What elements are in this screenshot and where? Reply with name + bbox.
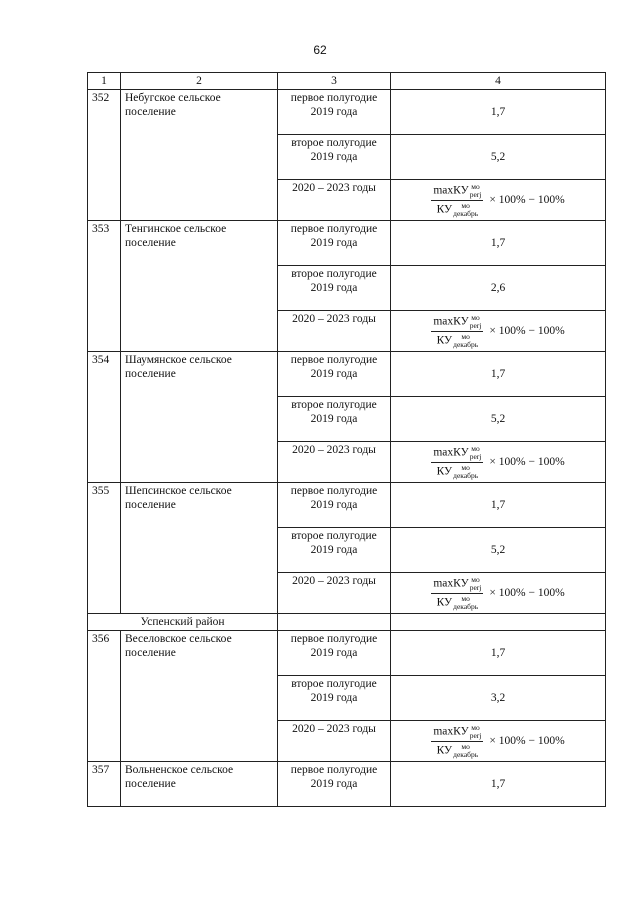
settlement-name: Вольненское сельское поселение <box>121 762 278 807</box>
row-number: 356 <box>88 631 121 762</box>
formula-fraction <box>431 445 483 480</box>
period-cell: 2020 – 2023 годы <box>278 180 391 221</box>
value-cell <box>391 180 606 221</box>
table-header-row <box>88 73 606 90</box>
formula-num-base: maxКУ <box>433 725 469 738</box>
formula-denominator <box>435 742 481 759</box>
tariff-table <box>87 72 606 807</box>
formula-num-sub: perj <box>469 451 482 461</box>
formula-num-indices <box>470 445 482 461</box>
settlement-name: Небугское сельское поселение <box>121 90 278 221</box>
formula-denominator <box>435 332 481 349</box>
value-cell: 2,6 <box>391 266 606 311</box>
formula-den-sup: мо <box>461 593 470 603</box>
formula-den-indices <box>453 333 478 349</box>
table-row <box>88 352 606 397</box>
period-cell: второе полугодие 2019 года <box>278 266 391 311</box>
formula-tail: × 100% − 100% <box>489 735 565 747</box>
value-cell: 1,7 <box>391 90 606 135</box>
period-cell: первое полугодие 2019 года <box>278 90 391 135</box>
formula-tail: × 100% − 100% <box>489 194 565 206</box>
growth-formula <box>431 576 564 611</box>
formula-numerator <box>431 724 483 742</box>
period-cell: первое полугодие 2019 года <box>278 483 391 528</box>
formula-den-sup: мо <box>461 331 470 341</box>
formula-den-sub: декабрь <box>453 749 479 759</box>
formula-denominator <box>435 594 481 611</box>
formula-fraction <box>431 183 483 218</box>
formula-den-base: КУ <box>436 334 453 347</box>
formula-tail: × 100% − 100% <box>489 456 565 468</box>
period-cell: второе полугодие 2019 года <box>278 528 391 573</box>
formula-den-indices <box>453 595 478 611</box>
formula-den-sup: мо <box>461 741 470 751</box>
formula-num-sub: perj <box>469 730 482 740</box>
settlement-name: Тенгинское сельское поселение <box>121 221 278 352</box>
value-cell <box>391 442 606 483</box>
row-number: 355 <box>88 483 121 614</box>
period-cell: первое полугодие 2019 года <box>278 762 391 807</box>
growth-formula <box>431 183 564 218</box>
value-cell: 1,7 <box>391 631 606 676</box>
formula-numerator <box>431 576 483 594</box>
formula-denominator <box>435 201 481 218</box>
formula-num-sub: perj <box>469 320 482 330</box>
formula-tail: × 100% − 100% <box>489 325 565 337</box>
value-cell: 1,7 <box>391 483 606 528</box>
formula-denominator <box>435 463 481 480</box>
formula-den-base: КУ <box>436 203 453 216</box>
formula-num-base: maxКУ <box>433 577 469 590</box>
formula-den-indices <box>453 202 478 218</box>
period-cell: 2020 – 2023 годы <box>278 573 391 614</box>
formula-fraction <box>431 576 483 611</box>
period-cell: второе полугодие 2019 года <box>278 676 391 721</box>
formula-den-base: КУ <box>436 596 453 609</box>
formula-num-base: maxКУ <box>433 184 469 197</box>
value-cell: 3,2 <box>391 676 606 721</box>
period-cell: 2020 – 2023 годы <box>278 311 391 352</box>
table-row <box>88 483 606 528</box>
settlement-name: Шепсинское сельское поселение <box>121 483 278 614</box>
table-row <box>88 90 606 135</box>
formula-num-indices <box>470 724 482 740</box>
formula-num-sup: мо <box>471 443 480 453</box>
growth-formula <box>431 314 564 349</box>
header-cell: 1 <box>88 73 121 90</box>
formula-den-sub: декабрь <box>453 601 479 611</box>
formula-num-sup: мо <box>471 722 480 732</box>
formula-num-base: maxКУ <box>433 446 469 459</box>
formula-fraction <box>431 724 483 759</box>
growth-formula <box>431 445 564 480</box>
value-cell <box>391 721 606 762</box>
header-cell: 3 <box>278 73 391 90</box>
district-row <box>88 614 606 631</box>
formula-den-sup: мо <box>461 200 470 210</box>
value-cell: 5,2 <box>391 397 606 442</box>
row-number: 352 <box>88 90 121 221</box>
period-cell: 2020 – 2023 годы <box>278 442 391 483</box>
table-row <box>88 631 606 676</box>
value-cell <box>391 311 606 352</box>
value-cell: 5,2 <box>391 528 606 573</box>
formula-den-sub: декабрь <box>453 208 479 218</box>
formula-numerator <box>431 314 483 332</box>
formula-fraction <box>431 314 483 349</box>
period-cell: второе полугодие 2019 года <box>278 135 391 180</box>
value-cell: 1,7 <box>391 221 606 266</box>
formula-den-sub: декабрь <box>453 339 479 349</box>
formula-num-indices <box>470 576 482 592</box>
formula-num-indices <box>470 314 482 330</box>
formula-numerator <box>431 183 483 201</box>
period-cell: первое полугодие 2019 года <box>278 631 391 676</box>
formula-num-sup: мо <box>471 312 480 322</box>
formula-num-indices <box>470 183 482 199</box>
empty-cell <box>391 614 606 631</box>
row-number: 353 <box>88 221 121 352</box>
formula-num-sub: perj <box>469 582 482 592</box>
formula-den-indices <box>453 464 478 480</box>
period-cell: 2020 – 2023 годы <box>278 721 391 762</box>
table-row <box>88 221 606 266</box>
formula-den-base: КУ <box>436 744 453 757</box>
empty-cell <box>278 614 391 631</box>
settlement-name: Шаумянское сельское поселение <box>121 352 278 483</box>
header-cell: 4 <box>391 73 606 90</box>
formula-den-sub: декабрь <box>453 470 479 480</box>
formula-den-indices <box>453 743 478 759</box>
formula-num-sup: мо <box>471 574 480 584</box>
value-cell: 1,7 <box>391 762 606 807</box>
settlement-name: Веселовское сельское поселение <box>121 631 278 762</box>
formula-den-base: КУ <box>436 465 453 478</box>
formula-num-sub: perj <box>469 189 482 199</box>
district-name: Успенский район <box>88 614 278 631</box>
period-cell: первое полугодие 2019 года <box>278 352 391 397</box>
formula-num-sup: мо <box>471 181 480 191</box>
formula-den-sup: мо <box>461 462 470 472</box>
page-number: 62 <box>313 43 327 57</box>
period-cell: первое полугодие 2019 года <box>278 221 391 266</box>
formula-tail: × 100% − 100% <box>489 587 565 599</box>
table-row <box>88 762 606 807</box>
formula-num-base: maxКУ <box>433 315 469 328</box>
value-cell: 5,2 <box>391 135 606 180</box>
header-cell: 2 <box>121 73 278 90</box>
value-cell: 1,7 <box>391 352 606 397</box>
formula-numerator <box>431 445 483 463</box>
growth-formula <box>431 724 564 759</box>
value-cell <box>391 573 606 614</box>
period-cell: второе полугодие 2019 года <box>278 397 391 442</box>
row-number: 357 <box>88 762 121 807</box>
row-number: 354 <box>88 352 121 483</box>
